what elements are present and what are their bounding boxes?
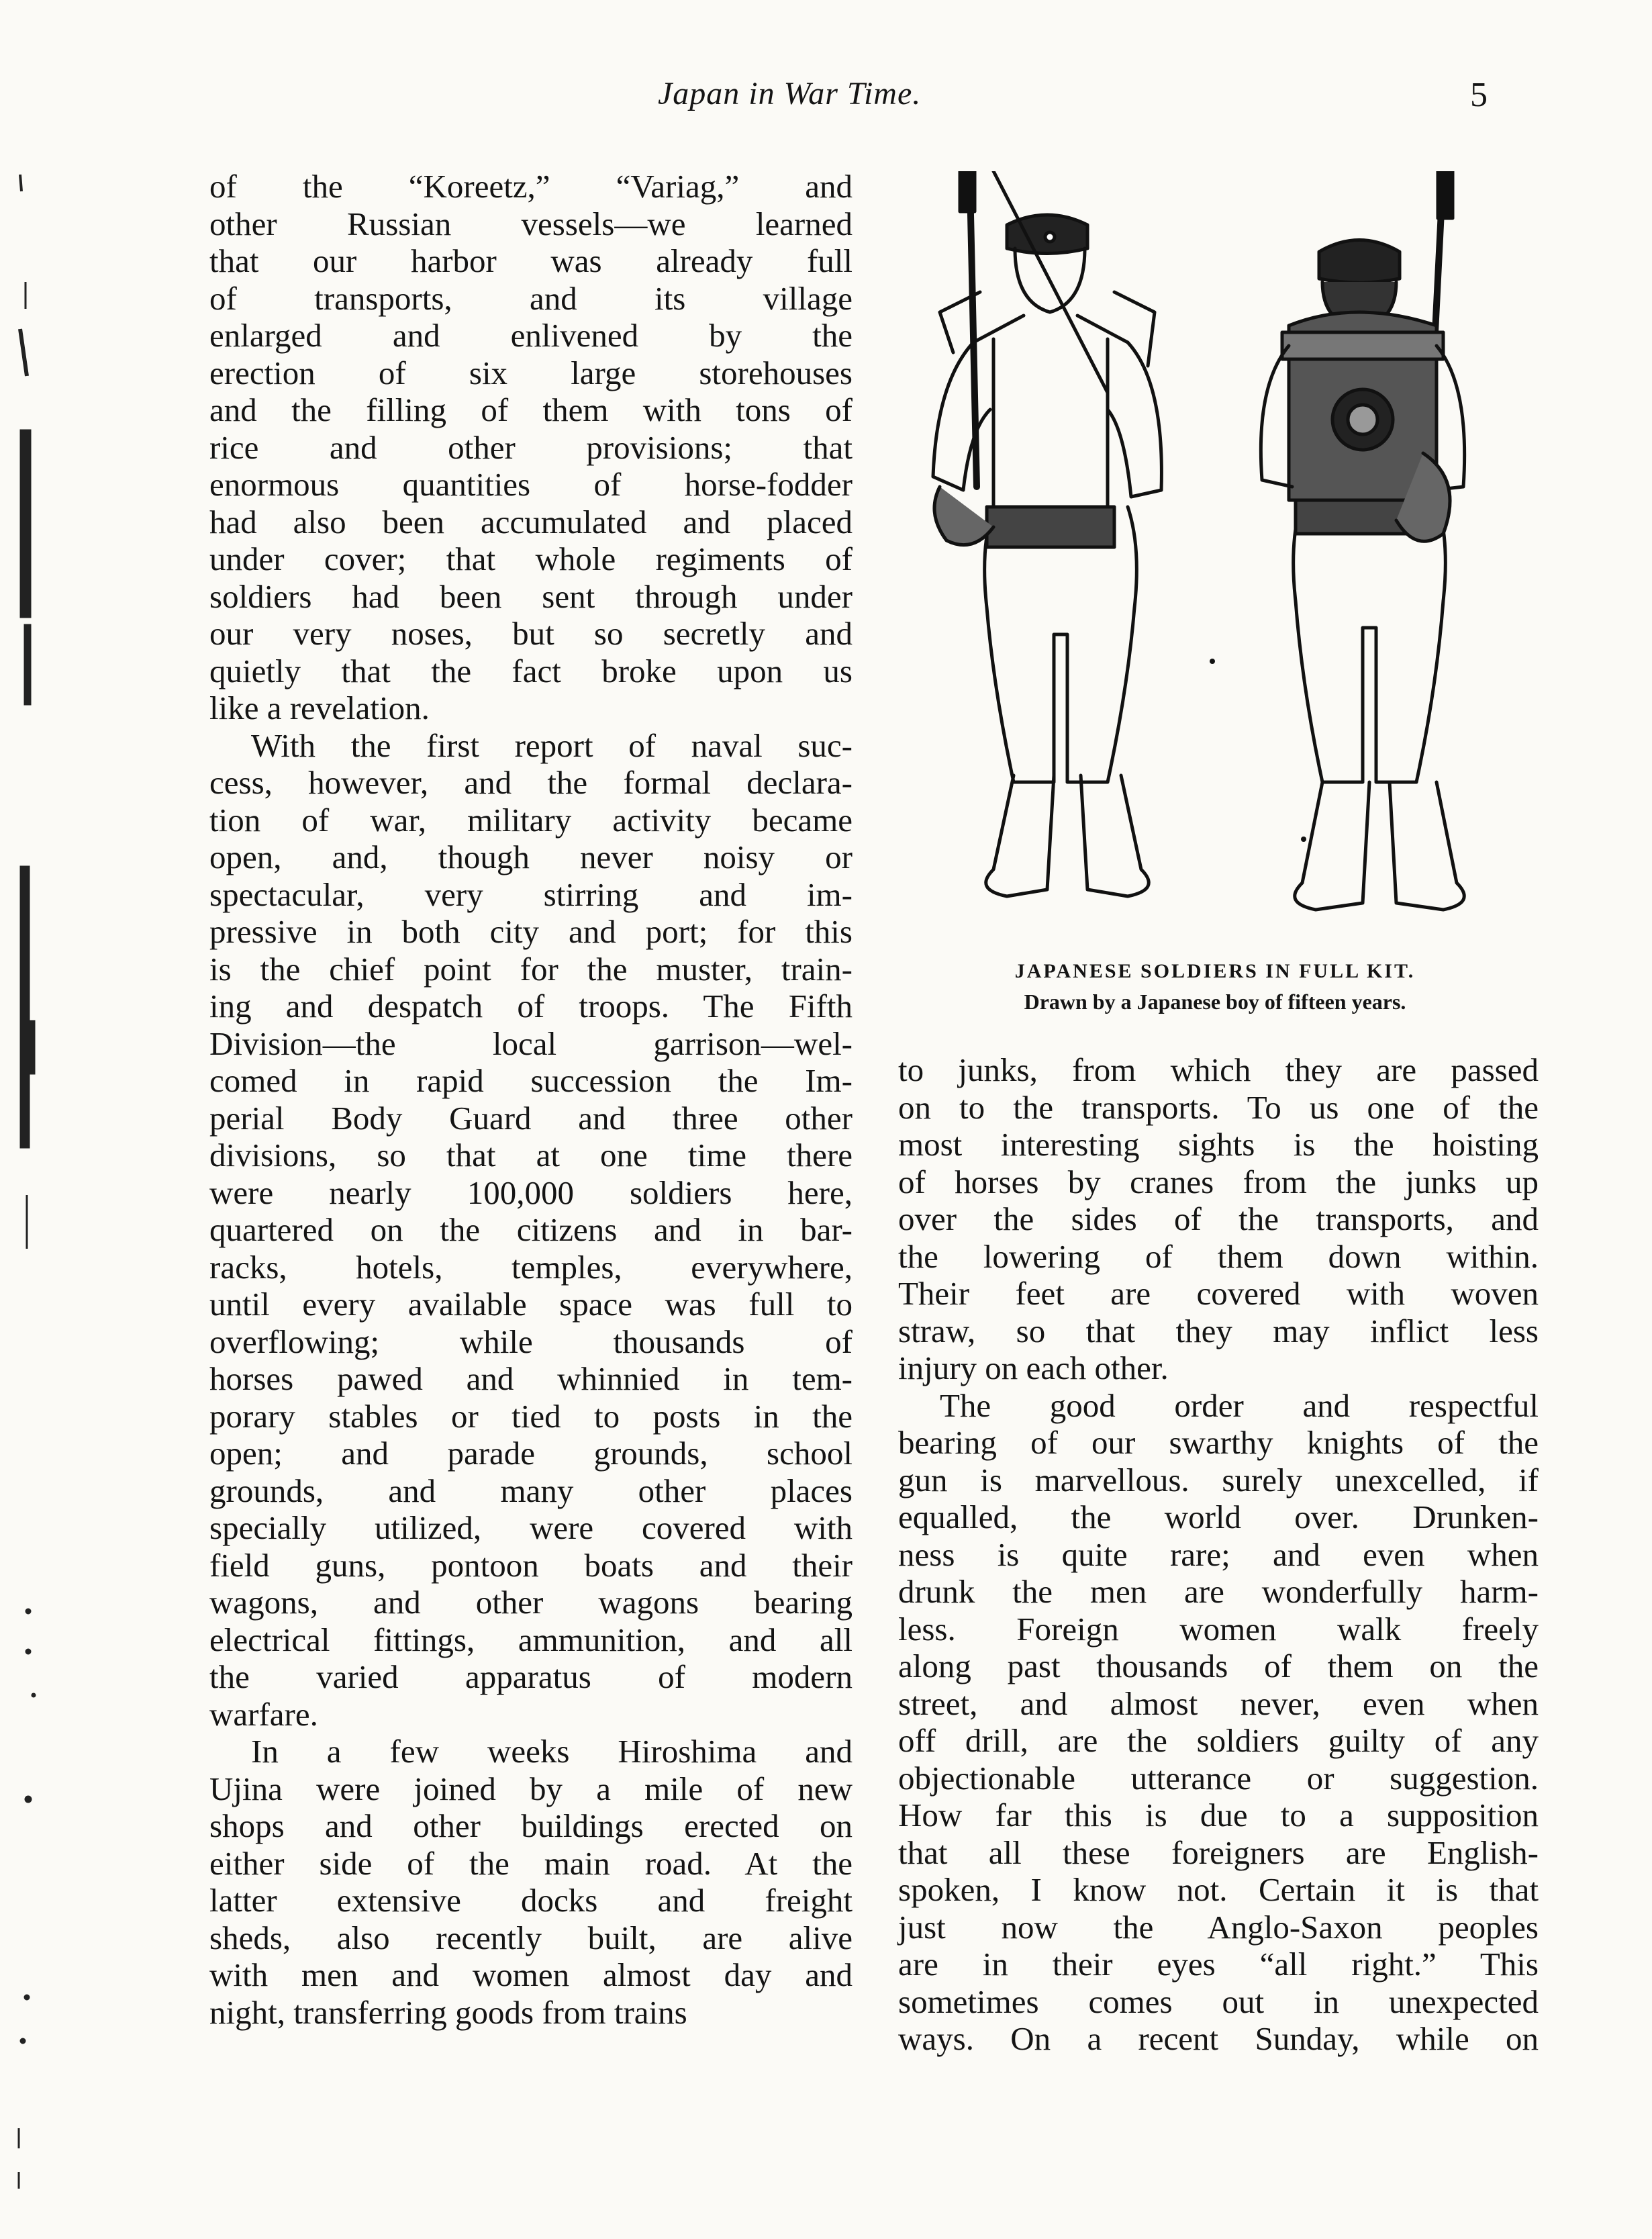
text-line: under cover; that whole regiments of [209,540,853,577]
text-line: of horses by cranes from the junks up [898,1163,1539,1200]
rear-soldier-figure [1261,171,1464,910]
text-line: rice and other provisions; that [209,428,853,466]
illustration-caption-title: JAPANESE SOLDIERS IN FULL KIT. [1014,960,1416,982]
text-line: latter extensive docks and freight [209,1882,853,1919]
text-line: along past thousands of them on the [898,1648,1539,1684]
soldiers-illustration-icon [886,171,1530,957]
text-line: the lowering of them down within. [898,1237,1539,1275]
text-line: the varied apparatus of modern [209,1658,853,1695]
text-line: open, and, though never noisy or [209,839,853,875]
text-line: warfare. [209,1695,318,1733]
text-line: sheds, also recently built, are alive [209,1919,853,1956]
left-text-column [209,168,853,2031]
text-line: and the filling of them with tons of [209,391,853,428]
text-line: tion of war, military activity became [209,801,853,839]
text-line: spectacular, very stirring and im- [209,875,853,913]
text-line: that all these foreigners are English- [898,1833,1539,1871]
text-line: night, transferring goods from trains [209,1993,687,2031]
text-line: Ujina were joined by a mile of new [209,1770,853,1807]
text-line: overflowing; while thousands of [209,1323,853,1360]
text-line: most interesting sights is the hoisting [898,1126,1539,1163]
text-line: Division—the local garrison—wel- [209,1025,853,1062]
text-line: porary stables or tied to posts in the [209,1397,853,1435]
text-line: over the sides of the transports, and [898,1200,1539,1237]
text-line: injury on each other. [898,1349,1169,1386]
text-line: spoken, I know not. Certain it is that [898,1871,1539,1908]
text-line: The good order and respectful [940,1386,1539,1424]
text-line: quietly that the fact broke upon us [209,652,853,689]
right-text-column [898,1051,1539,2058]
text-line: quartered on the citizens and in bar- [209,1211,853,1248]
text-line: straw, so that they may inflict less [898,1312,1539,1349]
text-line: street, and almost never, even when [898,1684,1539,1722]
running-header-title: Japan in War Time. [658,76,922,111]
text-line: How far this is due to a supposition [898,1797,1539,1833]
text-line: gun is marvellous. surely unexcelled, if [898,1461,1539,1498]
text-line: open; and parade grounds, school [209,1435,853,1472]
text-line: off drill, are the soldiers guilty of any [898,1722,1539,1759]
text-line: field guns, pontoon boats and their [209,1546,853,1584]
text-line: horses pawed and whinnied in tem- [209,1360,853,1397]
text-line: equalled, the world over. Drunken- [898,1498,1539,1535]
text-line: racks, hotels, temples, everywhere, [209,1248,853,1286]
text-line: drunk the men are wonderfully harm- [898,1573,1539,1610]
text-line: had also been accumulated and placed [209,503,853,540]
text-line: erection of six large storehouses [209,354,853,391]
text-line: is the chief point for the muster, train- [209,950,853,988]
illustration-caption-credit: Drawn by a Japanese boy of fifteen years. [1024,990,1406,1014]
text-line: objectionable utterance or suggestion. [898,1759,1539,1797]
text-line: just now the Anglo-Saxon peoples [898,1908,1539,1946]
text-line: to junks, from which they are passed [898,1051,1539,1088]
text-line: ing and despatch of troops. The Fifth [209,988,853,1025]
text-line: perial Body Guard and three other [209,1099,853,1137]
text-line: divisions, so that at one time there [209,1137,853,1174]
text-line: Their feet are covered with woven [898,1275,1539,1312]
text-line: In a few weeks Hiroshima and [251,1733,853,1770]
text-line: like a revelation. [209,689,430,726]
text-line: ways. On a recent Sunday, while on [898,2020,1539,2057]
text-line: less. Foreign women walk freely [898,1610,1539,1648]
text-line: electrical fittings, ammunition, and all [209,1621,853,1658]
text-line: wagons, and other wagons bearing [209,1584,853,1621]
text-line: cess, however, and the formal declara- [209,764,853,801]
text-line: shops and other buildings erected on [209,1807,853,1844]
text-line: other Russian vessels—we learned [209,205,853,242]
text-line: enormous quantities of horse-fodder [209,466,853,503]
scan-margin-marks [0,0,81,2239]
text-line: were nearly 100,000 soldiers here, [209,1174,853,1211]
text-line: ness is quite rare; and even when [898,1535,1539,1573]
text-line: either side of the main road. At the [209,1844,853,1882]
text-line: of transports, and its village [209,279,853,317]
text-line: grounds, and many other places [209,1472,853,1509]
text-line: pressive in both city and port; for this [209,913,853,950]
text-line: soldiers had been sent through under [209,577,853,615]
text-line: are in their eyes “all right.” This [898,1946,1539,1983]
text-line: on to the transports. To us one of the [898,1088,1539,1126]
text-line: sometimes comes out in unexpected [898,1983,1539,2020]
page-number: 5 [1470,76,1488,114]
text-line: specially utilized, were covered with [209,1509,853,1546]
text-line: our very noses, but so secretly and [209,615,853,652]
text-line: comed in rapid succession the Im- [209,1062,853,1099]
text-line: until every available space was full to [209,1286,853,1323]
text-line: of the “Koreetz,” “Variag,” and [209,168,853,205]
text-line: that our harbor was already full [209,242,853,279]
text-line: with men and women almost day and [209,1956,853,1993]
front-soldier-figure [933,171,1161,896]
text-line: With the first report of naval suc- [251,726,853,764]
text-line: enlarged and enlivened by the [209,317,853,354]
text-line: bearing of our swarthy knights of the [898,1424,1539,1461]
